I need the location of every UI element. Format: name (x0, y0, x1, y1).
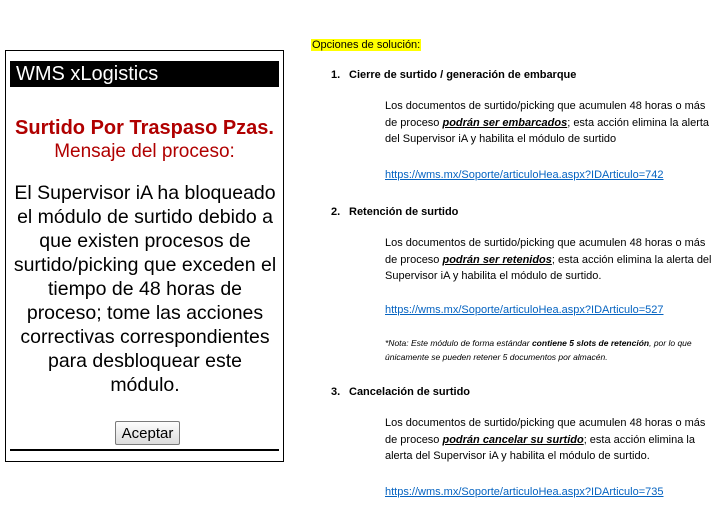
solution-item-title (331, 386, 470, 398)
description-emphasis: podrán ser embarcados (442, 116, 568, 129)
solution-description (385, 98, 720, 148)
description-text: ; esta acción elimina la alerta del Supervisor iA y habilita el módulo de surtido. (385, 253, 712, 282)
article-link[interactable]: https://wms.mx/Soporte/articuloHea.aspx?IDArticulo=742 (385, 169, 664, 181)
description-text: Los documentos de surtido/picking que acumulen 48 horas o más de proceso (385, 100, 706, 129)
item-number: 3. (331, 386, 341, 398)
item-title-text: Retención de surtido (349, 206, 459, 218)
dialog-subheading: Mensaje del proceso: (54, 141, 235, 162)
dialog-heading: Surtido Por Traspaso Pzas. (15, 117, 274, 139)
dialog-message: El Supervisor iA ha bloqueado el módulo de surtido debido a que existen procesos de surtido/picking que exceden el tiempo de 48 horas de proceso; tome las acciones correctivas correspondientes para desbloquear este módulo. (13, 182, 277, 396)
note-text: , por lo que únicamente se pueden retener 5 documentos por almacén. (385, 338, 692, 362)
description-text: Los documentos de surtido/picking que acumulen 48 horas o más de proceso (385, 237, 706, 266)
item-number: 1. (331, 69, 341, 81)
item-title-text: Cancelación de surtido (349, 386, 471, 398)
description-text: Los documentos de surtido/picking que acumulen 48 horas o más de proceso (385, 417, 706, 446)
dialog-title-bar: WMS xLogistics (10, 61, 279, 87)
article-link[interactable]: https://wms.mx/Soporte/articuloHea.aspx?IDArticulo=735 (385, 486, 664, 498)
article-link[interactable]: https://wms.mx/Soporte/articuloHea.aspx?IDArticulo=527 (385, 304, 664, 316)
solution-description (385, 415, 720, 465)
item-number: 2. (331, 206, 341, 218)
description-emphasis: podrán cancelar su surtido (442, 433, 584, 446)
description-emphasis: podrán ser retenidos (442, 253, 552, 266)
solution-item-title (331, 69, 576, 81)
item-title-text: Cierre de surtido / generación de embarque (349, 69, 577, 81)
note-text: *Nota: Este módulo de forma estándar (385, 338, 532, 348)
solutions-title: Opciones de solución: (312, 39, 421, 51)
solution-description (385, 235, 720, 285)
retention-note (385, 336, 715, 364)
accept-button[interactable]: Aceptar (115, 421, 180, 445)
description-text: ; esta acción elimina la alerta del Supervisor iA y habilita el módulo de surtido. (385, 433, 695, 462)
note-emphasis: contiene 5 slots de retención (531, 338, 650, 348)
solution-item-title (331, 206, 458, 218)
description-text: ; esta acción elimina la alerta del Supervisor iA y habilita el módulo de surtido (385, 116, 710, 145)
